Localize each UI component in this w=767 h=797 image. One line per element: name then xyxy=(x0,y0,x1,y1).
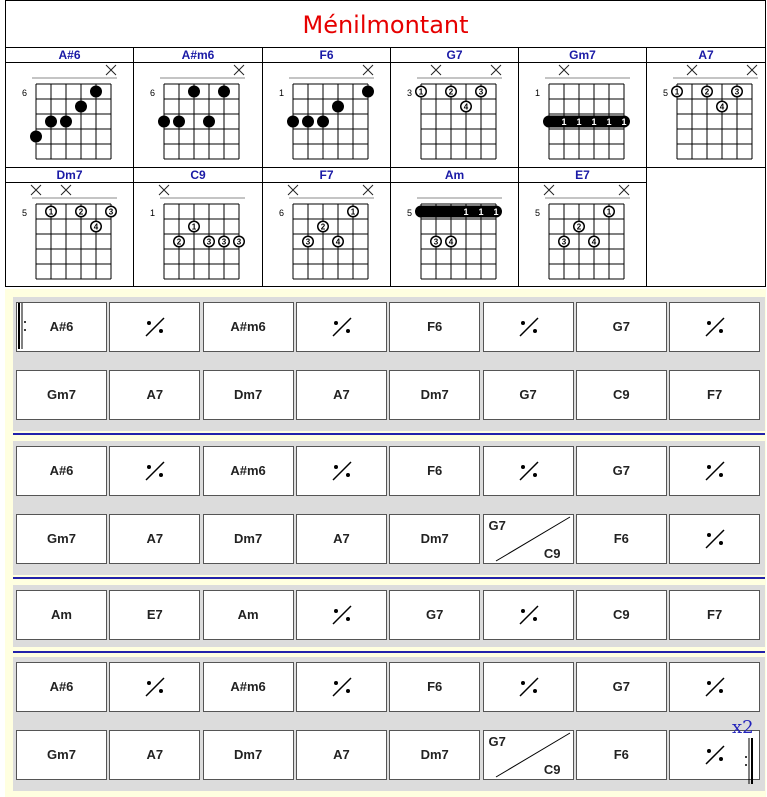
chord-chart xyxy=(5,289,766,797)
repeat-count: x2 xyxy=(732,717,754,738)
chord-bar xyxy=(296,370,387,420)
chord-diagram-cell xyxy=(134,48,263,168)
mute-x-icon xyxy=(491,65,501,75)
barre-finger: 1 xyxy=(591,117,597,127)
finger-dot xyxy=(90,86,102,98)
mute-x-icon xyxy=(363,185,373,195)
chord-fretboard xyxy=(134,63,263,168)
bar-chord-label: F6 xyxy=(613,531,629,546)
barre xyxy=(415,206,502,218)
chord-name: A#6 xyxy=(6,48,133,63)
mute-x-icon xyxy=(61,185,71,195)
finger-number: 1 xyxy=(418,87,424,97)
repeat-previous-icon xyxy=(327,312,357,342)
chord-bar xyxy=(203,446,294,496)
bar-chord-label: A#6 xyxy=(49,319,74,334)
repeat-bar xyxy=(669,514,760,564)
bar-chord-label: F6 xyxy=(613,747,629,762)
bar-chord-label: A#6 xyxy=(49,463,74,478)
mute-x-icon xyxy=(234,65,244,75)
split-chord-bottom: C9 xyxy=(543,762,561,777)
chord-diagram-cell xyxy=(134,168,263,286)
chord-name: Gm7 xyxy=(519,48,646,63)
finger-number: 4 xyxy=(591,237,597,247)
bar-chord-label: A7 xyxy=(333,747,350,762)
finger-number: 3 xyxy=(561,237,567,247)
chord-bar xyxy=(109,370,200,420)
mute-x-icon xyxy=(31,185,41,195)
bar-chord-label: A#m6 xyxy=(230,319,266,334)
chord-diagram-cell xyxy=(263,48,391,168)
fret-number: 1 xyxy=(149,208,155,218)
bar-chord-label: Dm7 xyxy=(234,531,263,546)
barre-finger: 1 xyxy=(561,117,567,127)
mute-x-icon xyxy=(559,65,569,75)
finger-number: 2 xyxy=(448,87,454,97)
finger-dot xyxy=(75,101,87,113)
repeat-bar xyxy=(296,662,387,712)
chord-bar xyxy=(203,590,294,640)
repeat-bar xyxy=(483,590,574,640)
mute-x-icon xyxy=(687,65,697,75)
mute-x-icon xyxy=(544,185,554,195)
finger-number: 1 xyxy=(606,207,612,217)
split-bar xyxy=(483,514,574,564)
finger-number: 2 xyxy=(704,87,710,97)
repeat-bar xyxy=(296,446,387,496)
chord-fretboard xyxy=(6,63,134,168)
finger-dot xyxy=(188,86,200,98)
chord-bar xyxy=(576,662,667,712)
finger-dot xyxy=(158,116,170,128)
bar-chord-label: Gm7 xyxy=(47,531,76,546)
bar-chord-label: Dm7 xyxy=(234,747,263,762)
finger-number: 1 xyxy=(48,207,54,217)
bar-chord-label: G7 xyxy=(612,319,630,334)
repeat-start-icon xyxy=(18,303,26,349)
bar-chord-label: F6 xyxy=(427,319,443,334)
finger-number: 3 xyxy=(734,87,740,97)
fret-number: 6 xyxy=(21,88,27,98)
bar-chord-label: Am xyxy=(51,607,72,622)
barre-finger: 1 xyxy=(463,207,469,217)
bar-chord-label: C9 xyxy=(612,387,630,402)
finger-number: 4 xyxy=(448,237,454,247)
finger-number: 3 xyxy=(478,87,484,97)
finger-dot xyxy=(60,116,72,128)
chord-name: C9 xyxy=(134,168,262,183)
chord-bar xyxy=(296,730,387,780)
fret-number: 3 xyxy=(406,88,412,98)
finger-dot xyxy=(45,116,57,128)
repeat-bar xyxy=(669,662,760,712)
chord-bar xyxy=(16,662,107,712)
repeat-bar xyxy=(483,302,574,352)
fret-number: 5 xyxy=(534,208,540,218)
chord-bar xyxy=(669,590,760,640)
repeat-bar xyxy=(669,446,760,496)
chord-name: F7 xyxy=(263,168,390,183)
finger-dot xyxy=(203,116,215,128)
chord-diagram-cell xyxy=(391,168,519,286)
chord-name: E7 xyxy=(519,168,646,183)
chord-bar xyxy=(203,730,294,780)
finger-number: 3 xyxy=(433,237,439,247)
chord-diagram-panel xyxy=(5,0,766,287)
mute-x-icon xyxy=(747,65,757,75)
mute-x-icon xyxy=(619,185,629,195)
section-separator xyxy=(13,651,765,653)
repeat-start xyxy=(18,303,26,352)
finger-number: 2 xyxy=(576,222,582,232)
chord-bar xyxy=(576,302,667,352)
bar-chord-label: A7 xyxy=(333,531,350,546)
repeat-end xyxy=(745,738,753,787)
chord-name: Dm7 xyxy=(6,168,133,183)
chord-diagram-cell xyxy=(647,48,765,168)
section-separator xyxy=(13,433,765,435)
mute-x-icon xyxy=(288,185,298,195)
bar-chord-label: G7 xyxy=(612,463,630,478)
chord-bar xyxy=(203,302,294,352)
barre-finger: 1 xyxy=(478,207,484,217)
finger-number: 2 xyxy=(78,207,84,217)
repeat-previous-icon xyxy=(514,456,544,486)
chord-bar xyxy=(669,370,760,420)
chord-bar xyxy=(16,590,107,640)
bar-chord-label: A7 xyxy=(146,747,164,762)
barre xyxy=(543,116,630,128)
chord-bar xyxy=(109,730,200,780)
fret-number: 6 xyxy=(278,208,284,218)
chord-bar xyxy=(389,730,480,780)
fret-number: 1 xyxy=(534,88,540,98)
chord-bar xyxy=(296,514,387,564)
chord-name: G7 xyxy=(391,48,518,63)
finger-number: 1 xyxy=(191,222,197,232)
repeat-previous-icon xyxy=(514,600,544,630)
chord-bar xyxy=(16,370,107,420)
repeat-bar xyxy=(109,446,200,496)
chord-bar xyxy=(576,370,667,420)
chord-bar xyxy=(483,370,574,420)
bar-chord-label: F6 xyxy=(427,463,443,478)
chord-bar xyxy=(203,514,294,564)
bar-chord-label: Gm7 xyxy=(47,747,76,762)
bar-chord-label: A7 xyxy=(146,387,164,402)
barre-finger: 1 xyxy=(621,117,627,127)
repeat-bar xyxy=(296,302,387,352)
finger-dot xyxy=(362,86,374,98)
fret-number: 5 xyxy=(21,208,27,218)
chord-name: A7 xyxy=(647,48,765,63)
chord-bar xyxy=(576,514,667,564)
chord-fretboard xyxy=(519,63,647,168)
finger-number: 1 xyxy=(350,207,356,217)
finger-number: 4 xyxy=(93,222,99,232)
mute-x-icon xyxy=(106,65,116,75)
barre-finger: 1 xyxy=(576,117,582,127)
repeat-previous-icon xyxy=(327,672,357,702)
finger-dot xyxy=(173,116,185,128)
finger-number: 3 xyxy=(206,237,212,247)
split-chord-top: G7 xyxy=(488,518,506,533)
repeat-previous-icon xyxy=(700,456,730,486)
repeat-previous-icon xyxy=(700,312,730,342)
chord-bar xyxy=(576,446,667,496)
finger-number: 1 xyxy=(674,87,680,97)
repeat-previous-icon xyxy=(140,456,170,486)
repeat-previous-icon xyxy=(327,600,357,630)
fret-number: 5 xyxy=(662,88,668,98)
chord-fretboard xyxy=(263,183,391,286)
finger-number: 3 xyxy=(221,237,227,247)
chord-bar xyxy=(576,730,667,780)
chord-diagram-cell xyxy=(6,48,134,168)
finger-number: 2 xyxy=(320,222,326,232)
split-chord-top: G7 xyxy=(488,734,506,749)
mute-x-icon xyxy=(363,65,373,75)
bar-chord-label: G7 xyxy=(426,607,444,622)
bar-chord-label: E7 xyxy=(146,607,163,622)
repeat-previous-icon xyxy=(327,456,357,486)
split-chord-bottom: C9 xyxy=(543,546,561,561)
chord-bar xyxy=(389,370,480,420)
bar-chord-label: Dm7 xyxy=(420,387,449,402)
bar-chord-label: Dm7 xyxy=(420,747,449,762)
repeat-previous-icon xyxy=(700,740,730,770)
chord-diagram-cell xyxy=(519,48,647,168)
chord-bar xyxy=(109,590,200,640)
repeat-end-icon xyxy=(745,738,753,784)
chord-bar xyxy=(203,662,294,712)
chord-bar xyxy=(109,514,200,564)
finger-dot xyxy=(317,116,329,128)
barre-finger: 1 xyxy=(493,207,499,217)
bar-chord-label: A7 xyxy=(333,387,350,402)
fret-number: 6 xyxy=(149,88,155,98)
finger-dot xyxy=(30,131,42,143)
bar-chord-label: G7 xyxy=(519,387,537,402)
fret-number: 1 xyxy=(278,88,284,98)
empty-cell xyxy=(647,168,765,286)
chord-bar xyxy=(389,446,480,496)
chord-fretboard xyxy=(134,183,263,286)
bar-chord-label: Am xyxy=(237,607,259,622)
finger-number: 3 xyxy=(236,237,242,247)
mute-x-icon xyxy=(159,185,169,195)
chord-bar xyxy=(389,514,480,564)
bar-chord-label: F7 xyxy=(707,387,723,402)
split-bar xyxy=(483,730,574,780)
bar-chord-label: G7 xyxy=(612,679,630,694)
song-title: Ménilmontant xyxy=(6,1,765,48)
chord-name: F6 xyxy=(263,48,390,63)
chord-bar xyxy=(576,590,667,640)
finger-dot xyxy=(287,116,299,128)
finger-number: 3 xyxy=(305,237,311,247)
bar-chord-label: F6 xyxy=(427,679,443,694)
fret-number: 5 xyxy=(406,208,412,218)
finger-dot xyxy=(302,116,314,128)
bar-chord-label: Dm7 xyxy=(234,387,263,402)
chord-bar xyxy=(16,514,107,564)
chord-fretboard xyxy=(391,63,519,168)
bar-chord-label: A7 xyxy=(146,531,164,546)
repeat-previous-icon xyxy=(140,312,170,342)
repeat-previous-icon xyxy=(700,524,730,554)
repeat-previous-icon xyxy=(700,672,730,702)
chord-bar xyxy=(389,662,480,712)
finger-dot xyxy=(332,101,344,113)
chord-fretboard xyxy=(263,63,391,168)
chord-bar xyxy=(16,730,107,780)
bar-chord-label: F7 xyxy=(707,607,723,622)
chord-fretboard xyxy=(519,183,647,286)
repeat-previous-icon xyxy=(514,312,544,342)
chord-fretboard xyxy=(391,183,519,286)
chord-name: A#m6 xyxy=(134,48,262,63)
finger-number: 2 xyxy=(176,237,182,247)
bar-chord-label: A#6 xyxy=(49,679,74,694)
chord-name: Am xyxy=(391,168,518,183)
repeat-bar xyxy=(483,662,574,712)
bar-chord-label: A#m6 xyxy=(230,463,266,478)
chord-bar xyxy=(389,302,480,352)
repeat-bar xyxy=(669,302,760,352)
chord-bar xyxy=(16,446,107,496)
finger-number: 4 xyxy=(335,237,341,247)
repeat-previous-icon xyxy=(514,672,544,702)
bar-chord-label: Dm7 xyxy=(420,531,449,546)
repeat-bar xyxy=(109,302,200,352)
repeat-bar xyxy=(296,590,387,640)
repeat-bar xyxy=(483,446,574,496)
chord-diagram-cell xyxy=(391,48,519,168)
finger-number: 3 xyxy=(108,207,114,217)
repeat-previous-icon xyxy=(140,672,170,702)
barre-finger: 1 xyxy=(606,117,612,127)
chord-diagram-cell xyxy=(519,168,647,286)
section-separator xyxy=(13,577,765,579)
chord-fretboard xyxy=(647,63,765,168)
finger-number: 4 xyxy=(719,102,725,112)
chord-diagram-cell xyxy=(263,168,391,286)
finger-number: 4 xyxy=(463,102,469,112)
chord-bar xyxy=(203,370,294,420)
bar-chord-label: Gm7 xyxy=(47,387,76,402)
bar-chord-label: C9 xyxy=(612,607,630,622)
chord-fretboard xyxy=(6,183,134,286)
mute-x-icon xyxy=(431,65,441,75)
finger-dot xyxy=(218,86,230,98)
chord-diagram-cell xyxy=(6,168,134,286)
bar-chord-label: A#m6 xyxy=(230,679,266,694)
chord-bar xyxy=(389,590,480,640)
repeat-bar xyxy=(109,662,200,712)
chord-bar xyxy=(16,302,107,352)
